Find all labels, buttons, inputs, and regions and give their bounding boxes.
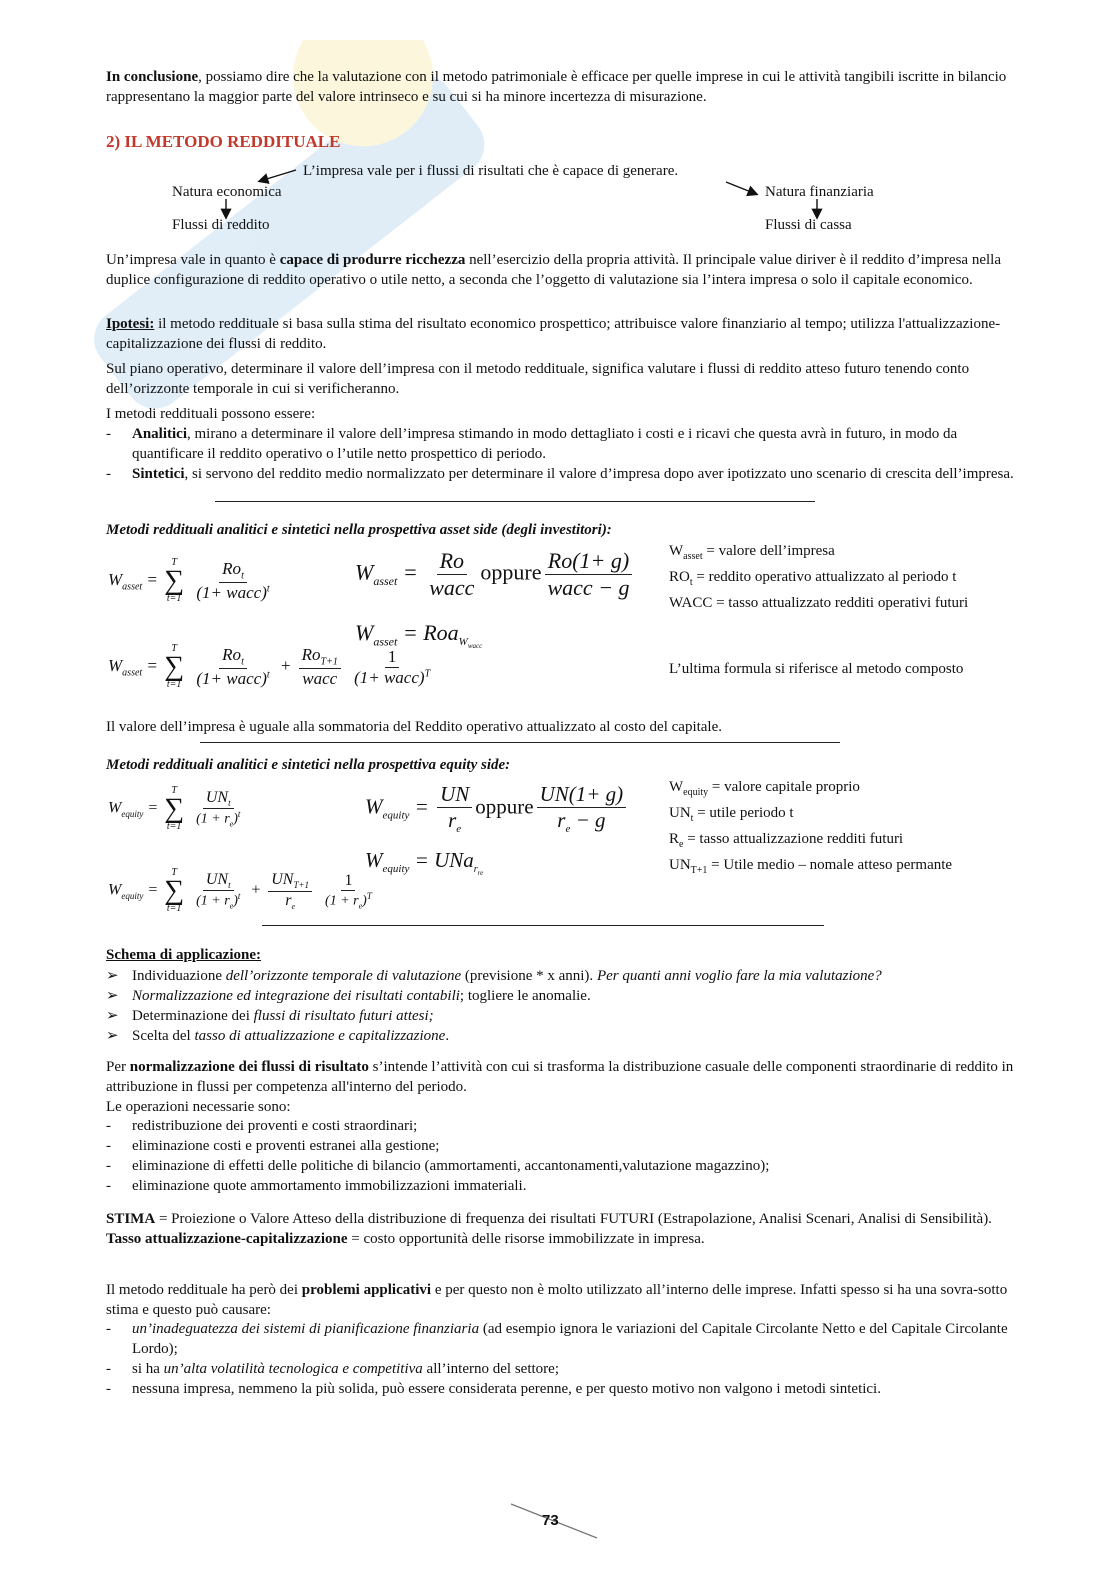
problems-list (106, 1319, 1014, 1399)
list-item: ➢ Scelta del tasso di attualizzazione e capitalizzazione. (106, 1028, 450, 1044)
operative-paragraph: Sul piano operativo, determinare il valore dell’impresa con il metodo reddituale, significa valutare i flussi di reddito atteso futuro tenendo conto dell’orizzonte temporale in cui si verificheranno. (106, 361, 970, 397)
list-item: - eliminazione costi e proventi estranei alla gestione; (106, 1138, 440, 1154)
schema-title: Schema di applicazione: (106, 947, 262, 963)
diagram-top-text: L’impresa vale per i flussi di risultati che è capace di generare. (303, 163, 679, 179)
stima-paragraph: STIMA = Proiezione o Valore Atteso della distribuzione di frequenza dei risultati FUTURI (Estrapolazione, Analisi Scenari, Analisi di Sensibilità). Tasso attualizzazione-capitalizzazione = costo opportunità delle risorse immobilizzate in impresa. (106, 1211, 992, 1247)
conclusion-paragraph: In conclusione, possiamo dire che la valutazione con il metodo patrimoniale è efficace per quelle imprese in cui le attività tangibili iscritte in bilancio rappresentano la maggior parte del valore intrinseco e su cui si ha minore incertezza di misurazione. (106, 69, 1007, 105)
list-item: - un’inadeguatezza dei sistemi di pianificazione finanziaria (ad esempio ignora le variazioni del Capitale Circolante Netto e del Capitale Circolante Lordo); (106, 1321, 1008, 1357)
equity-definitions: $W_{equity}$ = valore capitale proprio $UN_t$ = utile periodo t $R_e$ = tasso attualizzazione redditi futuri $UN_{T+1}$ = Utile medio – nomale atteso permante (669, 779, 953, 876)
asset-heading: Metodi reddituali analitici e sintetici nella prospettiva asset side (degli investitori): (106, 522, 612, 538)
divider (262, 925, 824, 926)
asset-definitions: $W_{asset}$ = valore dell’impresa $RO_t$ = reddito operativo attualizzato al periodo t WACC = tasso attualizzato redditi operativi futuri (669, 543, 969, 611)
diagram-left-top: Natura economica (172, 184, 282, 200)
equity-heading: Metodi reddituali analitici e sintetici nella prospettiva equity side: (106, 757, 511, 773)
list-item: ➢ Individuazione dell’orizzonte temporale di valutazione (previsione * x anni). Per quanti anni voglio fare la mia valutazione? (106, 968, 882, 984)
list-item: - Analitici, mirano a determinare il valore dell’impresa stimando in modo dettagliato i costi e i ricavi che questa avrà in futuro, in modo da quantificare il reddito operativo o l’utile netto prospettico di periodo. (106, 426, 958, 462)
asset-formula-annuity: $W_{asset} = Roa_{W_{wacc}}$ (355, 620, 483, 651)
asset-conclusion: Il valore dell’impresa è uguale alla sommatoria del Reddito operativo attualizzato al costo del capitale. (106, 719, 723, 735)
arrow-bullet-icon: ➢ (106, 1008, 119, 1024)
list-item: - eliminazione di effetti delle politiche di bilancio (ammortamenti, accantonamenti,valutazione magazzino); (106, 1158, 770, 1174)
divider (200, 742, 840, 743)
list-item: - si ha un’alta volatilità tecnologica e competitiva all’interno del settore; (106, 1361, 559, 1377)
intro-paragraph: Un’impresa vale in quanto è capace di produrre ricchezza nell’esercizio della propria attività. Il principale value diriver è il reddito d’impresa nella duplice configurazione di reddito operativo o utile netto, a seconda che l’oggetto di valutazione sia l’intera impresa o solo il capitale economico. (106, 252, 1001, 288)
list-item: - eliminazione quote ammortamento immobilizzazioni immateriali. (106, 1178, 527, 1194)
operations-list (106, 1116, 1014, 1196)
page-number: 73 (542, 1512, 559, 1529)
section-title: 2) IL METODO REDDITUALE (106, 132, 341, 151)
diagram-left-bottom: Flussi di reddito (172, 217, 270, 233)
divider (215, 501, 815, 502)
diagram-right-bottom: Flussi di cassa (765, 217, 852, 233)
problems-paragraph: Il metodo reddituale ha però dei problemi applicativi e per questo non è molto utilizzato all’interno delle imprese. Infatti spesso si ha una sovra-sotto stima e questo può causare: (106, 1282, 1008, 1318)
diagram-arrows (0, 0, 1116, 260)
methods-list (106, 424, 1014, 484)
ipotesi-paragraph: Ipotesi: il metodo reddituale si basa sulla stima del risultato economico prospettico; attribuisce valore finanziario al tempo; utilizza l'attualizzazione-capitalizzazione dei flussi di reddito. (106, 316, 1001, 352)
list-item: - nessuna impresa, nemmeno la più solida, può essere considerata perenne, e per questo motivo non valgono i metodi sintetici. (106, 1381, 881, 1397)
equity-formula-annuity: $W_{equity} = UNa_{r_{re}}$ (365, 848, 484, 878)
list-item: - redistribuzione dei proventi e costi straordinari; (106, 1118, 418, 1134)
methods-intro: I metodi reddituali possono essere: (106, 406, 316, 422)
asset-note: L’ultima formula si riferisce al metodo composto (669, 661, 964, 677)
arrow-bullet-icon: ➢ (106, 988, 119, 1004)
normalization-paragraph: Per normalizzazione dei flussi di risultato s’intende l’attività con cui si trasforma la distribuzione casuale delle componenti straordinarie di reddito in attribuzione in flussi per competenza all'interno del periodo. Le operazioni necessarie sono: (106, 1059, 1014, 1115)
asset-formula-composite: $W_{asset}$ = T ∑ t=1 $\frac{Ro_t}{(1+ wacc)^t}$ + $\frac{Ro_{T+1}}{\text{wacc}}$ $\frac{1}{(1+ wacc)^T}$ (108, 643, 431, 690)
arrow-bullet-icon: ➢ (106, 1028, 119, 1044)
asset-formula-analytic: $W_{asset}$ = T ∑ t=1 $\frac{Ro_t}{(1+ wacc)^t}$ (108, 557, 270, 604)
diagram-right-top: Natura finanziaria (765, 184, 874, 200)
schema-list (106, 966, 1014, 1046)
list-item: ➢ Determinazione dei flussi di risultato futuri attesi; (106, 1008, 434, 1024)
equity-formula-composite: $W_{equity}$ = T ∑ t=1 $\frac{UN_t}{(1 + r_e)^t}$ + $\frac{UN_{T+1}}{r_e}$ $\frac{1}{(1 + r_e)^T}$ (108, 867, 372, 914)
list-item: - Sintetici, si servono del reddito medio normalizzato per determinare il valore d’impresa dopo aver ipotizzato uno scenario di crescita dell’impresa. (106, 466, 1014, 482)
asset-formula-synthetic: $W_{asset}$ = $\frac{Ro}{\text{wacc}}$ oppure $\frac{Ro(1+ g)}{\text{wacc − g}}$ (355, 548, 636, 601)
equity-formula-synthetic: $W_{equity}$ = $\frac{UN}{r_e}$ oppure $\frac{UN(1+ g)}{r_e - g}$ (365, 782, 629, 835)
arrow-bullet-icon: ➢ (106, 968, 119, 984)
equity-formula-analytic: $W_{equity}$ = T ∑ t=1 $\frac{UN_t}{(1 + r_e)^t}$ (108, 785, 241, 832)
list-item: ➢ Normalizzazione ed integrazione dei risultati contabili; togliere le anomalie. (106, 988, 591, 1004)
